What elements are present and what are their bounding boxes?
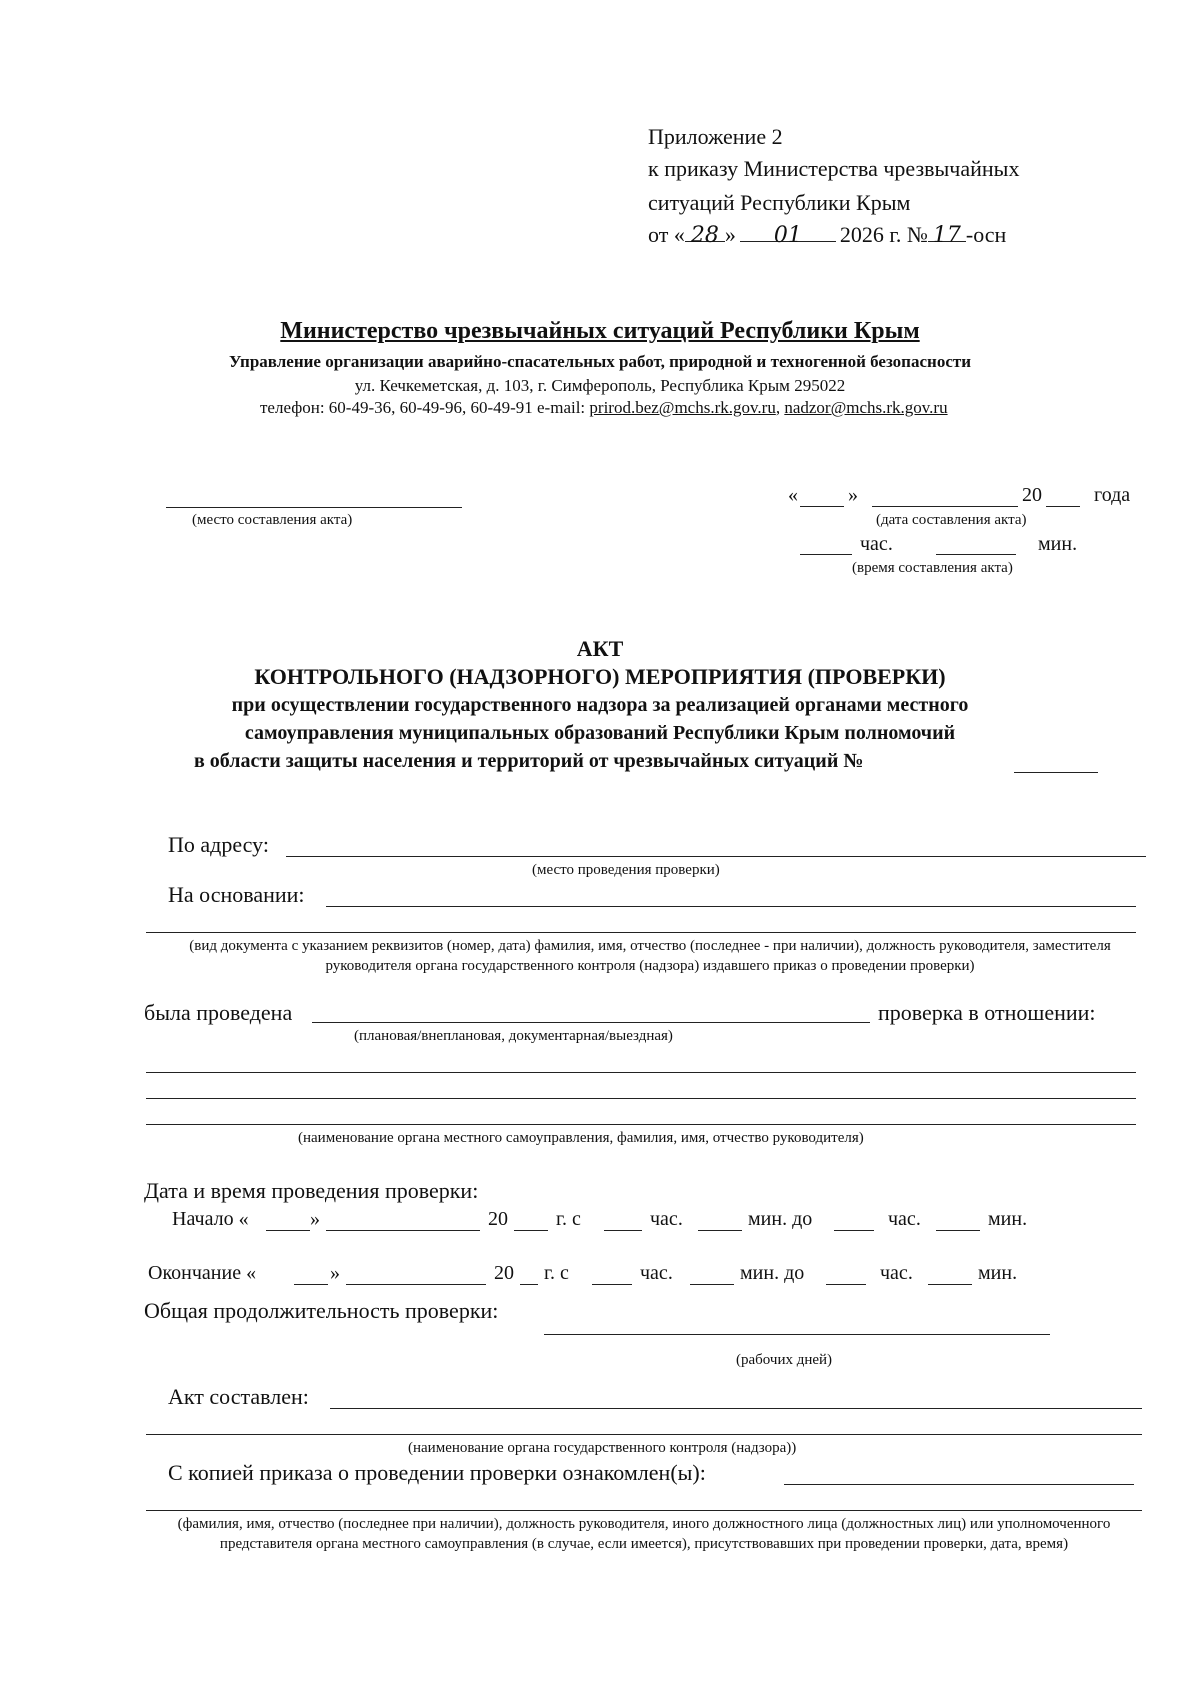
- title-line-3: при осуществлении государственного надзора за реализацией органами местного: [231, 694, 969, 716]
- act-hours-field[interactable]: [800, 554, 852, 555]
- duration-label: Общая продолжительность проверки:: [144, 1298, 499, 1323]
- end-minutes-label: мин.: [978, 1262, 1018, 1284]
- copy-caption: (фамилия, имя, отчество (последнее при наличии), должность руководителя, иного должностного лица (должностных лиц) или уполномоченного представителя органа местного самоуправления (в случае, если имеется), присутствовавших при проведении проверки, дата, время): [177, 1516, 1111, 1552]
- start-year-prefix: 20: [488, 1208, 508, 1230]
- start-quote-close: »: [310, 1208, 320, 1230]
- start-hour-to-field[interactable]: [834, 1230, 874, 1231]
- end-min-to-field[interactable]: [928, 1284, 972, 1285]
- conducted-caption: (плановая/внеплановая, документарная/выездная): [354, 1028, 673, 1044]
- start-minutes-label: мин.: [988, 1208, 1028, 1230]
- contact-line: [260, 398, 948, 418]
- conducted-suffix: проверка в отношении:: [878, 1000, 1096, 1025]
- act-minutes-field[interactable]: [936, 554, 1016, 555]
- duration-caption: (рабочих дней): [736, 1352, 833, 1368]
- appendix-order-line: к приказу Министерства чрезвычайных: [648, 156, 1020, 181]
- act-compiled-field[interactable]: [330, 1408, 1142, 1409]
- act-compiled-field-2[interactable]: [146, 1434, 1142, 1435]
- department-name: Управление организации аварийно-спасательных работ, природной и техногенной безопасности: [228, 352, 972, 371]
- act-year-field[interactable]: [1046, 506, 1080, 507]
- start-hours-label-2: час.: [888, 1208, 921, 1230]
- act-year-prefix: 20: [1022, 484, 1042, 506]
- start-label: Начало «: [172, 1208, 249, 1230]
- time-caption: (время составления акта): [852, 560, 1013, 576]
- place-field[interactable]: [166, 507, 462, 508]
- end-hours-label: час.: [640, 1262, 673, 1284]
- date-prefix: от «: [648, 222, 685, 247]
- title-act: АКТ: [576, 636, 624, 661]
- start-min-to-field[interactable]: [936, 1230, 980, 1231]
- org-field-2[interactable]: [146, 1098, 1136, 1099]
- email-link-1[interactable]: prirod.bez@mchs.rk.gov.ru: [589, 398, 776, 417]
- start-from: г. с: [556, 1208, 581, 1230]
- end-hour-from-field[interactable]: [592, 1284, 632, 1285]
- act-compiled-label: Акт составлен:: [168, 1384, 309, 1409]
- date-quote-close: »: [848, 484, 858, 506]
- order-number: 17: [928, 223, 966, 242]
- title-main: КОНТРОЛЬНОГО (НАДЗОРНОГО) МЕРОПРИЯТИЯ (ПРОВЕРКИ): [254, 664, 946, 689]
- act-compiled-caption: (наименование органа государственного контроля (надзора)): [408, 1440, 797, 1456]
- address-label: По адресу:: [168, 832, 269, 857]
- date-mid: »: [724, 222, 736, 247]
- end-year-field[interactable]: [520, 1284, 538, 1285]
- basis-field[interactable]: [326, 906, 1136, 907]
- datetime-label: Дата и время проведения проверки:: [144, 1178, 479, 1203]
- conducted-label: была проведена: [144, 1000, 293, 1025]
- phone-text: телефон: 60-49-36, 60-49-96, 60-49-91 e-mail:: [260, 398, 590, 417]
- end-from: г. с: [544, 1262, 569, 1284]
- ministry-name: Министерство чрезвычайных ситуаций Республики Крым: [280, 318, 920, 344]
- basis-field-2[interactable]: [146, 932, 1136, 933]
- act-day-field[interactable]: [800, 506, 844, 507]
- basis-caption: (вид документа с указанием реквизитов (номер, дата) фамилия, имя, отчество (последнее - при наличии), должность руководителя, заместителя руководителя органа государственного контроля (надзора) издавшего приказ о проведении проверки): [189, 938, 1111, 974]
- start-year-field[interactable]: [514, 1230, 548, 1231]
- org-field-3[interactable]: [146, 1124, 1136, 1125]
- order-year: 2026 г. №: [839, 222, 928, 247]
- start-hour-from-field[interactable]: [604, 1230, 642, 1231]
- hours-label: час.: [860, 533, 893, 555]
- order-day: 28: [685, 223, 725, 242]
- act-year-word: года: [1094, 484, 1131, 506]
- address-caption: (место проведения проверки): [532, 862, 720, 878]
- start-min-to: мин. до: [748, 1208, 813, 1230]
- basis-label: На основании:: [168, 882, 305, 907]
- end-day-field[interactable]: [294, 1284, 328, 1285]
- title-line-5: в области защиты населения и территорий от чрезвычайных ситуаций №: [194, 750, 864, 772]
- order-suffix: -осн: [965, 222, 1007, 247]
- copy-label: С копией приказа о проведении проверки ознакомлен(ы):: [168, 1460, 706, 1485]
- title-line-4: самоуправления муниципальных образований Республики Крым полномочий: [244, 722, 956, 744]
- check-type-field[interactable]: [312, 1022, 870, 1023]
- address-field[interactable]: [286, 856, 1146, 857]
- email-separator: ,: [775, 398, 785, 417]
- duration-field[interactable]: [544, 1334, 1050, 1335]
- appendix-date-line: [648, 222, 1006, 248]
- end-month-field[interactable]: [346, 1284, 486, 1285]
- start-day-field[interactable]: [266, 1230, 310, 1231]
- order-month: 01: [740, 223, 836, 242]
- act-month-field[interactable]: [872, 506, 1018, 507]
- end-year-prefix: 20: [494, 1262, 514, 1284]
- minutes-label: мин.: [1038, 533, 1078, 555]
- date-quote-open: «: [788, 484, 798, 506]
- end-min-to: мин. до: [740, 1262, 805, 1284]
- end-hour-to-field[interactable]: [826, 1284, 866, 1285]
- start-min-from-field[interactable]: [698, 1230, 742, 1231]
- end-hours-label-2: час.: [880, 1262, 913, 1284]
- date-caption: (дата составления акта): [876, 512, 1027, 528]
- email-link-2[interactable]: nadzor@mchs.rk.gov.ru: [784, 398, 948, 417]
- start-month-field[interactable]: [326, 1230, 480, 1231]
- department-address: ул. Кечкеметская, д. 103, г. Симферополь, Республика Крым 295022: [354, 376, 846, 395]
- act-number-field[interactable]: [1014, 772, 1098, 773]
- appendix-ministry-line: ситуаций Республики Крым: [648, 190, 911, 215]
- place-caption: (место составления акта): [192, 512, 353, 528]
- end-label: Окончание «: [148, 1262, 257, 1284]
- end-min-from-field[interactable]: [690, 1284, 734, 1285]
- org-field-1[interactable]: [146, 1072, 1136, 1073]
- end-quote-close: »: [330, 1262, 340, 1284]
- start-hours-label: час.: [650, 1208, 683, 1230]
- copy-field-2[interactable]: [146, 1510, 1142, 1511]
- copy-field[interactable]: [784, 1484, 1134, 1485]
- org-caption: (наименование органа местного самоуправления, фамилия, имя, отчество руководителя): [298, 1130, 864, 1146]
- appendix-title: Приложение 2: [648, 124, 783, 149]
